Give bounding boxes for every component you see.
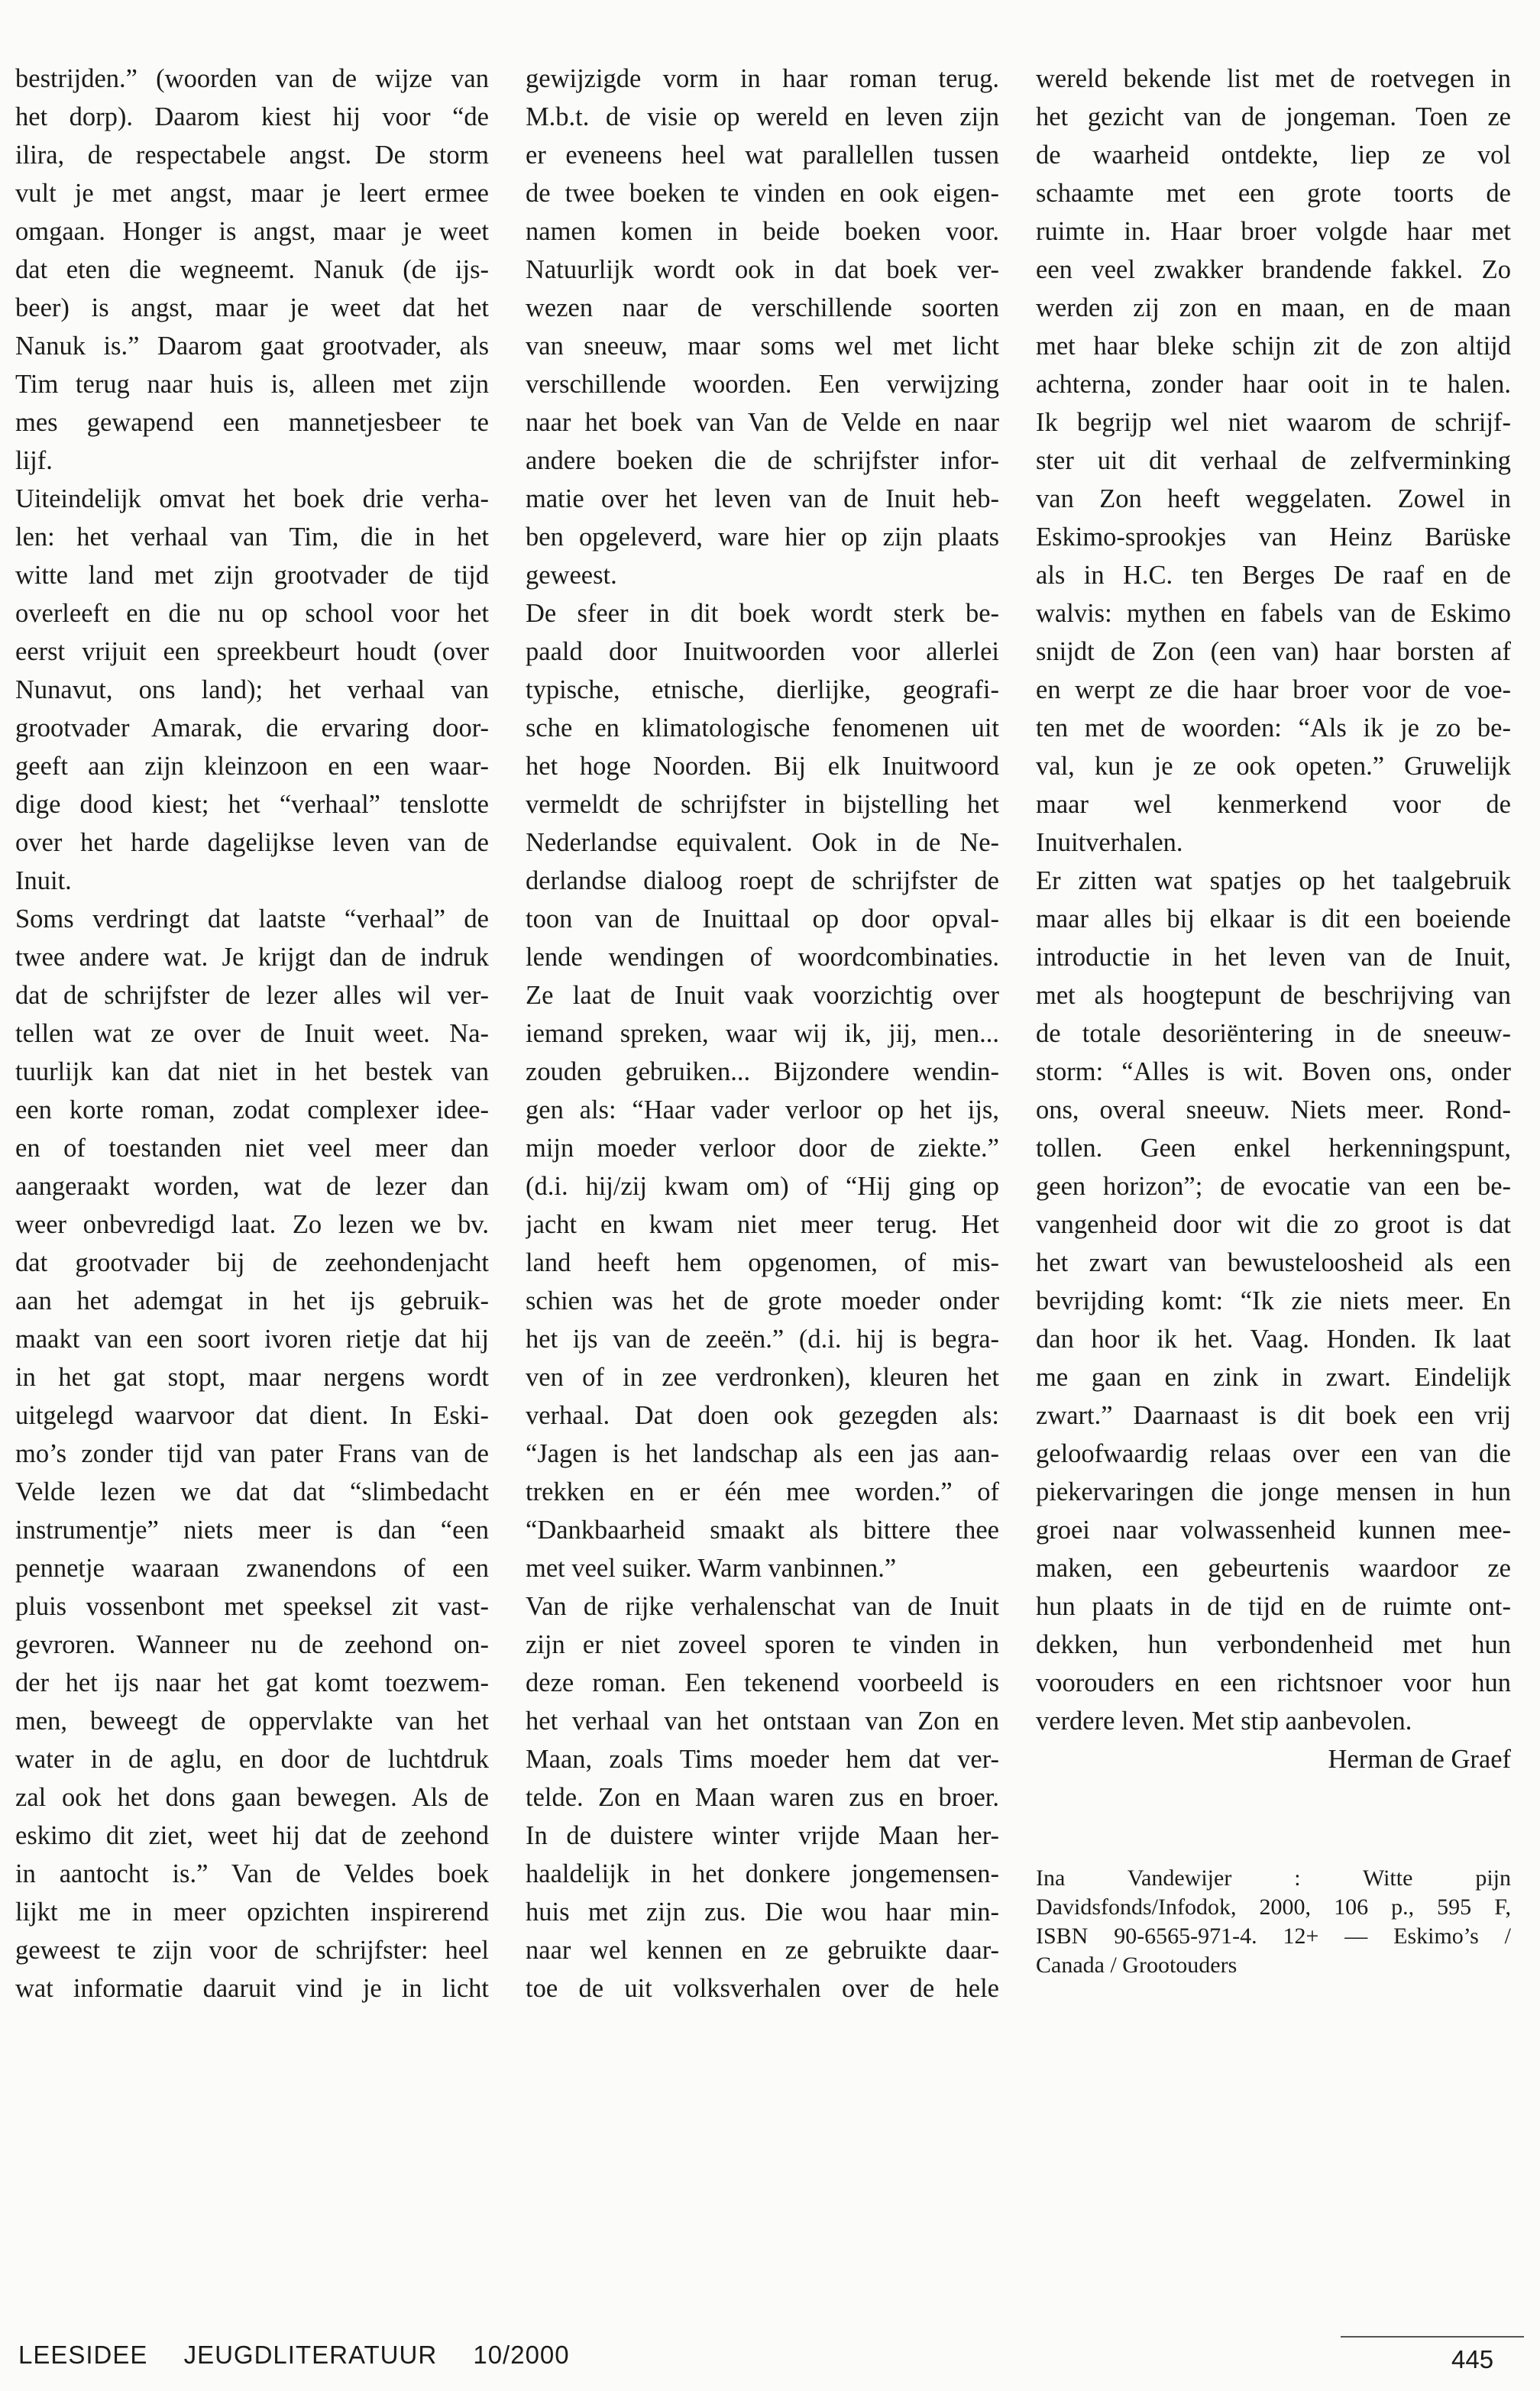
column-1-line: in het gat stopt, maar nergens wordt [15,1363,489,1392]
column-3-line: geloofwaardig relaas over een van die [1036,1439,1511,1468]
column-1-line: eskimo dit ziet, weet hij dat de zeehond [15,1821,489,1850]
column-1-line: pennetje waaraan zwanendons of een [15,1554,489,1583]
column-1-line: mo’s zonder tijd van pater Frans van de [15,1439,489,1468]
column-2-line: typische, etnische, dierlijke, geografi- [526,675,999,704]
column-1-line: tuurlijk kan dat niet in het bestek van [15,1057,489,1086]
column-1-line: dat grootvader bij de zeehondenjacht [15,1248,489,1277]
column-2-line: lende wendingen of woordcombinaties. [526,943,999,972]
colophon-line: Canada / Grootouders [1036,1953,1238,1978]
column-2-line: Ze laat de Inuit vaak voorzichtig over [526,981,999,1010]
column-2-line: Van de rijke verhalenschat van de Inuit [526,1592,999,1621]
column-3-line: van Zon heeft weggelaten. Zowel in [1036,484,1511,513]
column-3-line: de totale desoriëntering in de sneeuw- [1036,1019,1511,1048]
column-3-line: wereld bekende list met de roetvegen in [1036,64,1511,93]
column-2-line: gewijzigde vorm in haar roman terug. [526,64,999,93]
column-3-line: vangenheid door wit die zo groot is dat [1036,1210,1511,1239]
column-1-line: maakt van een soort ivoren rietje dat hij [15,1325,489,1354]
column-2-line: Maan, zoals Tims moeder hem dat ver- [526,1745,999,1774]
column-2-line: er eveneens heel wat parallellen tussen [526,141,999,170]
column-1-line: in aantocht is.” Van de Veldes boek [15,1859,489,1888]
column-2-line: derlandse dialoog roept de schrijfster de [526,866,999,895]
column-2-line: de twee boeken te vinden en ook eigen- [526,179,999,208]
column-2-line: toe de uit volksverhalen over de hele [526,1974,999,2003]
column-3-line: tollen. Geen enkel herkenningspunt, [1036,1134,1511,1163]
column-1-line: lijkt me in meer opzichten inspirerend [15,1898,489,1927]
column-1-line: pluis vossenbont met speeksel zit vast- [15,1592,489,1621]
column-3-line: een veel zwakker brandende fakkel. Zo [1036,255,1511,284]
column-3-line: maken, een gebeurtenis waardoor ze [1036,1554,1511,1583]
column-2-line: schien was het de grote moeder onder [526,1286,999,1315]
column-1-line: aangeraakt worden, wat de lezer dan [15,1172,489,1201]
column-3-line: me gaan en zink in zwart. Eindelijk [1036,1363,1511,1392]
column-3-line: hun plaats in de tijd en de ruimte ont- [1036,1592,1511,1621]
column-1-line: een korte roman, zodat complexer idee- [15,1095,489,1124]
column-3-line: voorouders en een richtsnoer voor hun [1036,1668,1511,1697]
column-2-line: “Jagen is het landschap als een jas aan- [526,1439,999,1468]
column-2-line: ben opgeleverd, ware hier op zijn plaats [526,523,999,552]
column-1-line: gevroren. Wanneer nu de zeehond on- [15,1630,489,1659]
footer-rule [1341,2336,1524,2338]
column-2-line: sche en klimatologische fenomenen uit [526,713,999,743]
column-3-line: en werpt ze die haar broer voor de voe- [1036,675,1511,704]
column-1-line: dige dood kiest; het “verhaal” tenslotte [15,790,489,819]
article-column-3 [1036,60,1511,1778]
column-2-line: (d.i. hij/zij kwam om) of “Hij ging op [526,1172,999,1201]
column-3-line: werden zij zon en maan, en de maan [1036,293,1511,322]
running-footer [18,2341,599,2370]
column-2-line: namen komen in beide boeken voor. [526,217,999,246]
article-column-2 [526,60,999,2008]
column-3-line: de waarheid ontdekte, liep ze vol [1036,141,1511,170]
column-2-line: verhaal. Dat doen ook gezegden als: [526,1401,999,1430]
column-1-line: dat de schrijfster de lezer alles wil ver- [15,981,489,1010]
column-2-line: verschillende woorden. Een verwijzing [526,370,999,399]
column-2-line: van sneeuw, maar soms wel met licht [526,332,999,361]
column-1-line: bestrijden.” (woorden van de wijze van [15,64,489,93]
column-1-line: tellen wat ze over de Inuit weet. Na- [15,1019,489,1048]
column-1-line: overleeft en die nu op school voor het [15,599,489,628]
column-2-line: “Dankbaarheid smaakt als bittere thee [526,1516,999,1545]
column-2-line: ven of in zee verdronken), kleuren het [526,1363,999,1392]
column-1-line: Velde lezen we dat dat “slimbedacht [15,1477,489,1506]
column-3-line: dekken, hun verbondenheid met hun [1036,1630,1511,1659]
column-2-line: telde. Zon en Maan waren zus en broer. [526,1783,999,1812]
column-2-line: mijn moeder verloor door de ziekte.” [526,1134,999,1163]
column-3-line: maar wel kenmerkend voor de [1036,790,1511,819]
column-2-line: jacht en kwam niet meer terug. Het [526,1210,999,1239]
column-3-line: groei naar volwassenheid kunnen mee- [1036,1516,1511,1545]
page-footer [0,2336,1540,2374]
column-2-line: paald door Inuitwoorden voor allerlei [526,637,999,666]
column-3-line: het zwart van bewusteloosheid als een [1036,1248,1511,1277]
column-3-line: met als hoogtepunt de beschrijving van [1036,981,1511,1010]
book-colophon [1036,1864,1511,1980]
column-1-line: en of toestanden niet veel meer dan [15,1134,489,1163]
column-1-line: men, beweegt de oppervlakte van het [15,1707,489,1736]
column-2-line: haaldelijk in het donkere jongemensen- [526,1859,999,1888]
column-3-line: achterna, zonder haar ooit in te halen. [1036,370,1511,399]
column-1-line: eerst vrijuit een spreekbeurt houdt (over [15,637,489,666]
column-2-line: gen als: “Haar vader verloor op het ijs, [526,1095,999,1124]
reviewer-signature: Herman de Graef [1328,1745,1511,1774]
column-1-line: omgaan. Honger is angst, maar je weet [15,217,489,246]
column-2-line: naar wel kennen en ze gebruikte daar- [526,1936,999,1965]
column-1-line: twee andere wat. Je krijgt dan de indruk [15,943,489,972]
column-3-line: storm: “Alles is wit. Boven ons, onder [1036,1057,1511,1086]
column-1-line: het dorp). Daarom kiest hij voor “de [15,102,489,131]
column-1-line: mes gewapend een mannetjesbeer te [15,408,489,437]
column-1-line: weer onbevredigd laat. Zo lezen we bv. [15,1210,489,1239]
column-3-line: val, kun je ze ook opeten.” Gruwelijk [1036,752,1511,781]
column-2-line: In de duistere winter vrijde Maan her- [526,1821,999,1850]
column-1-line: Uiteindelijk omvat het boek drie verha- [15,484,489,513]
column-2-line: zijn er niet zoveel sporen te vinden in [526,1630,999,1659]
column-3-line: ster uit dit verhaal de zelfverminking [1036,446,1511,475]
column-1-line: Nanuk is.” Daarom gaat grootvader, als [15,332,489,361]
column-2-line: toon van de Inuittaal op door opval- [526,904,999,933]
column-1-line: lijf. [15,446,53,475]
column-1-line: grootvader Amarak, die ervaring door- [15,713,489,743]
column-1-line: geeft aan zijn kleinzoon en een waar- [15,752,489,781]
column-2-line: naar het boek van Van de Velde en naar [526,408,999,437]
column-1-line: uitgelegd waarvoor dat dient. In Eski- [15,1401,489,1430]
colophon-line: ISBN 90-6565-971-4. 12+ — Eskimo’s / [1036,1923,1511,1949]
colophon-line: Davidsfonds/Infodok, 2000, 106 p., 595 F, [1036,1894,1511,1920]
column-3-line: piekervaringen die jonge mensen in hun [1036,1477,1511,1506]
column-1-line: wat informatie daaruit vind je in licht [15,1974,489,2003]
colophon-line: Ina Vandewijer : Witte pijn [1036,1865,1511,1891]
column-2-line: het hoge Noorden. Bij elk Inuitwoord [526,752,999,781]
page-number: 445 [1451,2345,1494,2373]
column-1-line: dat eten die wegneemt. Nanuk (de ijs- [15,255,489,284]
column-2-line: huis met zijn zus. Die wou haar min- [526,1898,999,1927]
column-3-line: het gezicht van de jongeman. Toen ze [1036,102,1511,131]
column-2-line: wezen naar de verschillende soorten [526,293,999,322]
column-3-line: Er zitten wat spatjes op het taalgebruik [1036,866,1511,895]
column-2-line: andere boeken die de schrijfster infor- [526,446,999,475]
column-3-line: Inuitverhalen. [1036,828,1183,857]
column-2-line: trekken en er één mee worden.” of [526,1477,999,1506]
article-column-1 [15,60,489,2008]
column-1-line: water in de aglu, en door de luchtdruk [15,1745,489,1774]
column-1-line: Nunavut, ons land); het verhaal van [15,675,489,704]
column-3-line: dan hoor ik het. Vaag. Honden. Ik laat [1036,1325,1511,1354]
column-2-line: geweest. [526,561,617,590]
column-1-line: Tim terug naar huis is, alleen met zijn [15,370,489,399]
column-1-line: len: het verhaal van Tim, die in het [15,523,489,552]
column-2-line: M.b.t. de visie op wereld en leven zijn [526,102,999,131]
column-2-line: iemand spreken, waar wij ik, jij, men... [526,1019,999,1048]
section-name: JEUGDLITERATUUR [183,2341,438,2369]
column-3-line: Eskimo-sprookjes van Heinz Barüske [1036,523,1511,552]
column-2-line: Natuurlijk wordt ook in dat boek ver- [526,255,999,284]
column-3-line: ons, overal sneeuw. Niets meer. Rond- [1036,1095,1511,1124]
column-1-line: beer) is angst, maar je weet dat het [15,293,489,322]
column-3-line: als in H.C. ten Berges De raaf en de [1036,561,1511,590]
column-1-line: geweest te zijn voor de schrijfster: heel [15,1936,489,1965]
column-1-line: witte land met zijn grootvader de tijd [15,561,489,590]
column-3-line: snijdt de Zon (een van) haar borsten af [1036,637,1511,666]
column-3-line: bevrijding komt: “Ik zie niets meer. En [1036,1286,1511,1315]
column-3-line: met haar bleke schijn zit de zon altijd [1036,332,1511,361]
column-1-line: ilira, de respectabele angst. De storm [15,141,489,170]
issue-number: 10/2000 [473,2341,570,2369]
column-2-line: Nederlandse equivalent. Ook in de Ne- [526,828,999,857]
column-2-line: matie over het leven van de Inuit heb- [526,484,999,513]
column-1-line: zal ook het dons gaan bewegen. Als de [15,1783,489,1812]
column-2-line: zouden gebruiken... Bijzondere wendin- [526,1057,999,1086]
column-1-line: instrumentje” niets meer is dan “een [15,1516,489,1545]
column-2-line: het verhaal van het ontstaan van Zon en [526,1707,999,1736]
column-3-line: schaamte met een grote toorts de [1036,179,1511,208]
column-3-line: geen horizon”; de evocatie van een be- [1036,1172,1511,1201]
column-3-line: maar alles bij elkaar is dit een boeiende [1036,904,1511,933]
column-1-line: Inuit. [15,866,72,895]
column-3-line: verdere leven. Met stip aanbevolen. [1036,1707,1412,1736]
column-3-line: introductie in het leven van de Inuit, [1036,943,1511,972]
column-3-line: Ik begrijp wel niet waarom de schrijf- [1036,408,1511,437]
column-1-line: der het ijs naar het gat komt toezwem- [15,1668,489,1697]
magazine-name: LEESIDEE [18,2341,148,2369]
column-1-line: aan het ademgat in het ijs gebruik- [15,1286,489,1315]
column-1-line: vult je met angst, maar je leert ermee [15,179,489,208]
column-1-line: over het harde dagelijkse leven van de [15,828,489,857]
column-2-line: vermeldt de schrijfster in bijstelling het [526,790,999,819]
column-3-line: zwart.” Daarnaast is dit boek een vrij [1036,1401,1511,1430]
column-3-line: ruimte in. Haar broer volgde haar met [1036,217,1511,246]
column-2-line: De sfeer in dit boek wordt sterk be- [526,599,999,628]
column-2-line: land heeft hem opgenomen, of mis- [526,1248,999,1277]
column-2-line: deze roman. Een tekenend voorbeeld is [526,1668,999,1697]
column-3-line: ten met de woorden: “Als ik je zo be- [1036,713,1511,743]
column-3-line: walvis: mythen en fabels van de Eskimo [1036,599,1511,628]
column-2-line: met veel suiker. Warm vanbinnen.” [526,1554,897,1583]
column-1-line: Soms verdringt dat laatste “verhaal” de [15,904,489,933]
column-2-line: het ijs van de zeeën.” (d.i. hij is begra- [526,1325,999,1354]
